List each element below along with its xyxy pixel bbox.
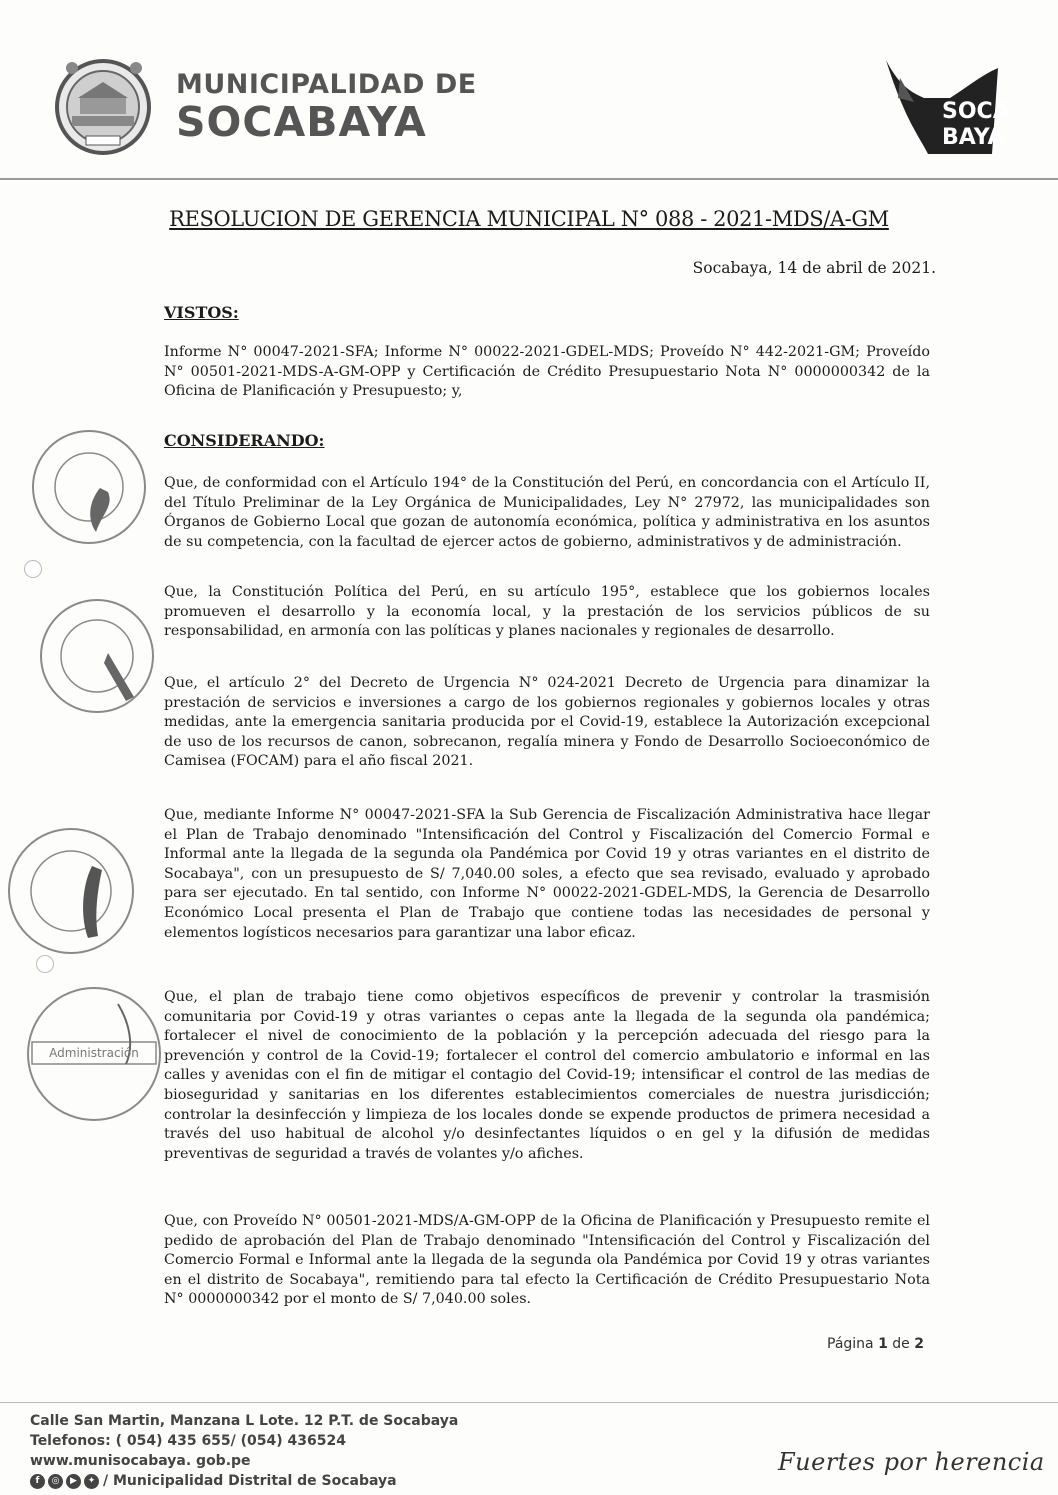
header-org-line1: MUNICIPALIDAD DE (176, 69, 477, 100)
page-number (827, 1336, 924, 1352)
page-current: 1 (878, 1336, 888, 1352)
footer-contact (30, 1411, 458, 1491)
footer-slogan: Fuertes por herencia (778, 1448, 1045, 1476)
paragraph: Que, con Proveído N° 00501-2021-MDS/A-GM-OPP de la Oficina de Planificación y Presupuesto remite el pedido de aprobación del Plan de Trabajo denominado "Intensificación del Control y Fiscalización del Comercio Formal e Informal ante la llegada de la segunda ola Pandémica por Covid 19 y otras variantes en el distrito de Socabaya", remitiendo para tal efecto la Certificación de Crédito Presupuestario Nota N° 0000000342 por el monto de S/ 7,040.00 soles. (164, 1213, 930, 1308)
vistos-heading: VISTOS: (164, 303, 239, 322)
footer-divider (0, 1402, 1058, 1403)
stamp-administracion-label: Administración (49, 1046, 139, 1060)
facebook-icon[interactable]: f (30, 1474, 45, 1489)
stamp-administracion (18, 984, 168, 1124)
instagram-icon[interactable]: ◎ (48, 1474, 63, 1489)
stamp-gerencia-municipal (30, 428, 148, 546)
brand-line1: SOCA (942, 99, 1008, 124)
paragraph: Que, de conformidad con el Artículo 194° de la Constitución del Perú, en concordancia con el Artículo II, del Título Preliminar de la Ley Orgánica de Municipalidades, Ley N° 27972, las municipalidades son Órganos de Gobierno Local que gozan de autonomía económica, política y administrativa en los asuntos de su competencia, con la facultad de ejercer actos de gobierno, administrativos y de administración. (164, 475, 930, 550)
document-title: RESOLUCION DE GERENCIA MUNICIPAL N° 088 - 2021-MDS/A-GM (169, 207, 889, 231)
paragraph: Que, mediante Informe N° 00047-2021-SFA la Sub Gerencia de Fiscalización Administrativa hace llegar el Plan de Trabajo denominado "Intensificación del Control y Fiscalización del Comercio Formal e Informal ante la llegada de la segunda ola Pandémica por Covid 19 y otras variantes en el distrito de Socabaya", con un presupuesto de S/ 7,040.00 soles, a efecto que sea revisado, evaluado y aprobado para ser ejecutado. En tal sentido, con Informe N° 00022-2021-GDEL-MDS, la Gerencia de Desarrollo Económico Local presenta el Plan de Trabajo que contiene todas las necesidades de personal y elementos logísticos necesarios para garantizar una labor eficaz. (164, 807, 930, 941)
footer-social-handle: / Municipalidad Distrital de Socabaya (103, 1473, 397, 1489)
stamp-desarrollo-local (6, 826, 136, 956)
paragraph: Que, el plan de trabajo tiene como objetivos específicos de prevenir y controlar la trasmisión comunitaria por Covid-19 y otras variantes o cepas ante la llegada de la segunda ola pandémica; fortalecer el nivel de conocimiento de la población y la percepción adecuada del riesgo para la prevención y control de la Covid-19; fortalecer el control del comercio ambulatorio e informal en las calles y avenidas con el fin de mitigar el contagio del Covid-19; intensificar el control de las medias de bioseguridad y sanitarias en los diferentes establecimientos comerciales de nuestra jurisdicción; controlar la desinfección y limpieza de los locales donde se expende productos de primera necesidad a través del uso habitual de alcohol y/o desinfectantes líquidos o en gel y la difusión de medidas preventivas de seguridad a través de volantes y/o afiches. (164, 989, 930, 1162)
header-org-name (176, 70, 477, 144)
twitter-icon[interactable]: ✦ (84, 1474, 99, 1489)
stamp-asesoria-juridica (38, 597, 156, 715)
paragraph: Que, el artículo 2° del Decreto de Urgencia N° 024-2021 Decreto de Urgencia para dinamizar la prestación de servicios e inversiones a cargo de los gobiernos regionales y gobiernos locales y otras medidas, ante la emergencia sanitaria producida por el Covid-19, establece la Autorización excepcional de uso de los recursos de canon, sobrecanon, regalía minera y Fondo de Desarrollo Socioeconómico de Camisea (FOCAM) para el año fiscal 2021. (164, 675, 930, 770)
page-label: Página (827, 1336, 874, 1352)
footer-website[interactable]: www.munisocabaya. gob.pe (30, 1453, 251, 1469)
header-divider (0, 178, 1058, 180)
hole-punch (36, 955, 54, 973)
paragraph: Que, la Constitución Política del Perú, en su artículo 195°, establece que los gobiernos locales promueven el desarrollo y la economía local, y la prestación de los servicios públicos de su responsabilidad, en armonía con las políticas y planes nacionales y regionales de desarrollo. (164, 584, 930, 640)
footer-phones: Telefonos: ( 054) 435 655/ (054) 436524 (30, 1433, 346, 1449)
page-of: de (892, 1336, 910, 1352)
brand-line2: BAYA (942, 125, 1005, 150)
hole-punch (24, 560, 42, 578)
municipal-crest-logo (48, 52, 158, 162)
footer-social-row (30, 1471, 458, 1491)
social-icons (30, 1474, 99, 1489)
considerando-heading: CONSIDERANDO: (164, 431, 325, 450)
document-date: Socabaya, 14 de abril de 2021. (692, 259, 936, 277)
vistos-text: Informe N° 00047-2021-SFA; Informe N° 00022-2021-GDEL-MDS; Proveído N° 442-2021-GM; Proveído N° 00501-2021-MDS-A-GM-OPP y Certificación de Crédito Presupuestario Nota N° 0000000342 de la Oficina de Planificación y Presupuesto; y, (164, 344, 930, 400)
socabaya-brand-logo (880, 58, 1008, 158)
youtube-icon[interactable]: ▶ (66, 1474, 81, 1489)
header-org-line2: SOCABAYA (176, 98, 427, 146)
footer-address: Calle San Martin, Manzana L Lote. 12 P.T. de Socabaya (30, 1413, 459, 1429)
page-total: 2 (914, 1336, 924, 1352)
